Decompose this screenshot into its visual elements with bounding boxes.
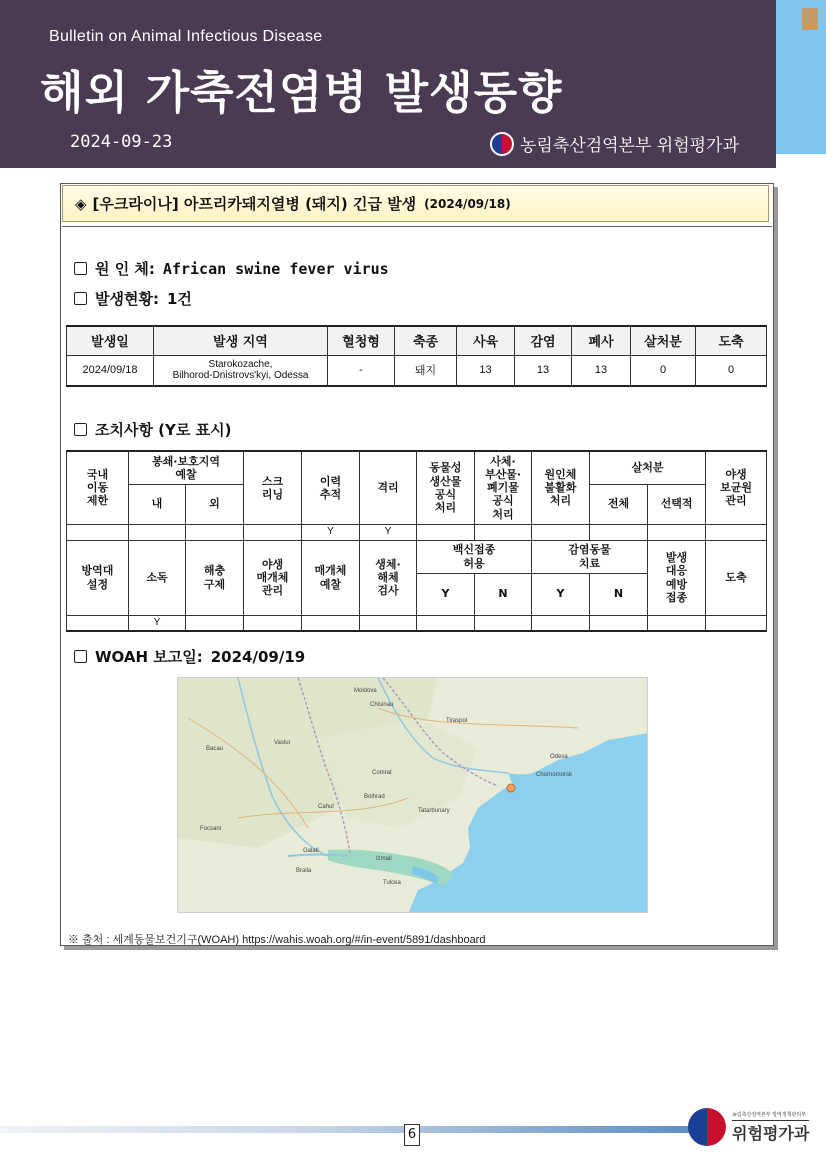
cell-species: 돼지	[395, 355, 457, 386]
hdr-treat: 감염동물 치료	[532, 540, 648, 573]
col-header: 사육	[457, 326, 515, 355]
hdr-cull: 살처분	[590, 451, 706, 484]
hdr-zone-in: 내	[129, 484, 186, 524]
banner-divider	[62, 226, 772, 227]
measures-header-row1	[67, 451, 767, 484]
location-line1: Starokozache,	[208, 358, 273, 370]
value-cell	[67, 524, 129, 540]
side-accent-block	[802, 8, 818, 30]
hdr-zone-out: 외	[186, 484, 244, 524]
outbreak-table	[66, 325, 767, 387]
woah-label: WOAH 보고일:	[95, 648, 203, 666]
hdr-bio-test: 생체· 해체 검사	[360, 540, 417, 615]
map-label-moldova: Moldova	[354, 688, 377, 694]
hdr-cull-selective: 선택적	[648, 484, 706, 524]
value-cell: Y	[129, 615, 186, 631]
cell-serotype: -	[328, 355, 395, 386]
footer-gradient-line	[0, 1126, 690, 1133]
footer-logo-big: 위험평가과	[732, 1123, 810, 1143]
footer-logo-text	[732, 1111, 809, 1144]
hdr-disinfection: 소독	[129, 540, 186, 615]
source-footnote: ※ 출처 : 세계동물보건기구(WOAH) https://wahis.woah.org/#/in-event/5891/dashboard	[68, 934, 486, 946]
value-cell	[475, 524, 532, 540]
checkbox-square-icon	[74, 292, 87, 305]
cell-dead: 13	[572, 355, 631, 386]
map-label-tulcea: Tulcea	[383, 880, 401, 886]
value-cell	[129, 524, 186, 540]
hdr-inactivation: 원인체 불활화 처리	[532, 451, 590, 524]
hdr-n: N	[475, 573, 532, 615]
map-label-chornomorsk: Chornomorsk	[536, 772, 573, 778]
event-title: [우크라이나] 아프리카돼지열병 (돼지) 긴급 발생	[92, 195, 417, 213]
cell-location	[154, 355, 328, 386]
value-cell	[360, 615, 417, 631]
hdr-wild-reservoir: 야생 보균원 관리	[706, 451, 767, 524]
value-cell	[532, 615, 590, 631]
map-label-izmail: Izmail	[376, 856, 392, 862]
col-header: 축종	[395, 326, 457, 355]
value-cell	[417, 524, 475, 540]
col-header: 폐사	[572, 326, 631, 355]
hdr-screening: 스크 리닝	[244, 451, 302, 524]
value-cell	[648, 615, 706, 631]
hdr-cull-all: 전체	[590, 484, 648, 524]
value-cell: Y	[302, 524, 360, 540]
checkbox-square-icon	[74, 423, 87, 436]
map-label-comrat: Comrat	[372, 770, 392, 776]
col-header: 감염	[515, 326, 572, 355]
event-banner	[62, 185, 769, 222]
hdr-movement: 국내 이동 제한	[67, 451, 129, 524]
map-graphic	[178, 678, 648, 913]
value-cell	[67, 615, 129, 631]
pathogen-label: 원 인 체:	[95, 260, 155, 278]
measures-title: 조치사항 (Y로 표시)	[95, 421, 232, 439]
checkbox-square-icon	[74, 262, 87, 275]
agency-name: 농림축산검역본부 위험평가과	[520, 136, 739, 156]
col-header: 살처분	[631, 326, 696, 355]
table-header-row	[67, 326, 767, 355]
value-cell	[244, 524, 302, 540]
map-label-vaslui: Vaslui	[274, 740, 290, 746]
col-header: 발생 지역	[154, 326, 328, 355]
taegeuk-logo-icon	[688, 1108, 726, 1146]
hdr-animal-products: 동물성 생산물 공식 처리	[417, 451, 475, 524]
map-label-chisinau: Chisinau	[370, 702, 394, 708]
pathogen-line	[74, 258, 389, 279]
woah-line	[74, 646, 305, 667]
measures-header-row2	[67, 540, 767, 573]
col-header: 도축	[696, 326, 767, 355]
hdr-quarantine: 격리	[360, 451, 417, 524]
pathogen-value: African swine fever virus	[162, 259, 389, 278]
measures-table	[66, 450, 767, 632]
cell-raised: 13	[457, 355, 515, 386]
map-label-odesa: Odesa	[550, 754, 568, 760]
status-label: 발생현황:	[95, 290, 159, 308]
table-row	[67, 355, 767, 386]
hdr-trace: 이력 추적	[302, 451, 360, 524]
map-label-braila: Braila	[296, 868, 312, 874]
map-label-bolhrad: Bolhrad	[364, 794, 385, 800]
footer-logo	[688, 1108, 809, 1146]
map-label-bacau: Bacau	[206, 746, 224, 752]
cell-culled: 0	[631, 355, 696, 386]
measures-line	[74, 419, 231, 440]
value-cell	[244, 615, 302, 631]
value-cell	[590, 524, 648, 540]
diamond-bullet-icon: ◈	[75, 194, 87, 213]
hdr-y: Y	[532, 573, 590, 615]
hdr-slaughter: 도축	[706, 540, 767, 615]
cell-infected: 13	[515, 355, 572, 386]
value-cell	[417, 615, 475, 631]
footer-logo-small: 농림축산검역본부 방역정책관리부	[732, 1111, 809, 1121]
event-date: (2024/09/18)	[424, 196, 511, 211]
header-banner	[0, 0, 776, 168]
value-cell	[648, 524, 706, 540]
hdr-pest: 해충 구제	[186, 540, 244, 615]
map-label-cahul: Cahul	[318, 804, 334, 810]
map-label-galati: Galati	[303, 848, 319, 854]
col-header: 발생일	[67, 326, 154, 355]
value-cell	[706, 615, 767, 631]
cell-slaughtered: 0	[696, 355, 767, 386]
value-cell	[532, 524, 590, 540]
value-cell	[186, 615, 244, 631]
value-cell	[475, 615, 532, 631]
hdr-y: Y	[417, 573, 475, 615]
value-cell: Y	[360, 524, 417, 540]
cell-date: 2024/09/18	[67, 355, 154, 386]
checkbox-square-icon	[74, 650, 87, 663]
page-title: 해외 가축전염병 발생동향	[40, 66, 563, 119]
measures-values-row2	[67, 615, 767, 631]
value-cell	[590, 615, 648, 631]
taegeuk-logo-icon	[490, 132, 514, 156]
col-header: 혈청형	[328, 326, 395, 355]
value-cell	[186, 524, 244, 540]
hdr-prevent: 발생 대응 예방 접종	[648, 540, 706, 615]
value-cell	[706, 524, 767, 540]
value-cell	[302, 615, 360, 631]
woah-date: 2024/09/19	[210, 647, 306, 666]
measures-values-row1	[67, 524, 767, 540]
hdr-vector: 매개체 예찰	[302, 540, 360, 615]
status-value: 1건	[166, 290, 192, 308]
hdr-vaccine: 백신접종 허용	[417, 540, 532, 573]
map-label-tiraspol: Tiraspol	[446, 718, 468, 724]
status-line	[74, 288, 192, 309]
side-decoration-bar	[776, 0, 826, 154]
hdr-wildlife: 야생 매개체 관리	[244, 540, 302, 615]
hdr-carcass: 사체· 부산물· 폐기물 공식 처리	[475, 451, 532, 524]
page-number: 6	[404, 1124, 420, 1146]
hdr-zone: 봉쇄·보호지역 예찰	[129, 451, 244, 484]
outbreak-marker	[507, 784, 515, 792]
issue-date: 2024-09-23	[70, 132, 173, 152]
outbreak-map	[177, 677, 648, 913]
hdr-n: N	[590, 573, 648, 615]
map-label-tatarbunary: Tatarbunary	[418, 808, 450, 814]
hdr-zoning: 방역대 설정	[67, 540, 129, 615]
map-label-focsani: Focsani	[200, 826, 222, 832]
location-line2: Bilhorod-Dnistrovs'kyi, Odessa	[172, 370, 309, 382]
agency-label	[490, 131, 739, 156]
bulletin-subtitle: Bulletin on Animal Infectious Disease	[49, 28, 323, 45]
